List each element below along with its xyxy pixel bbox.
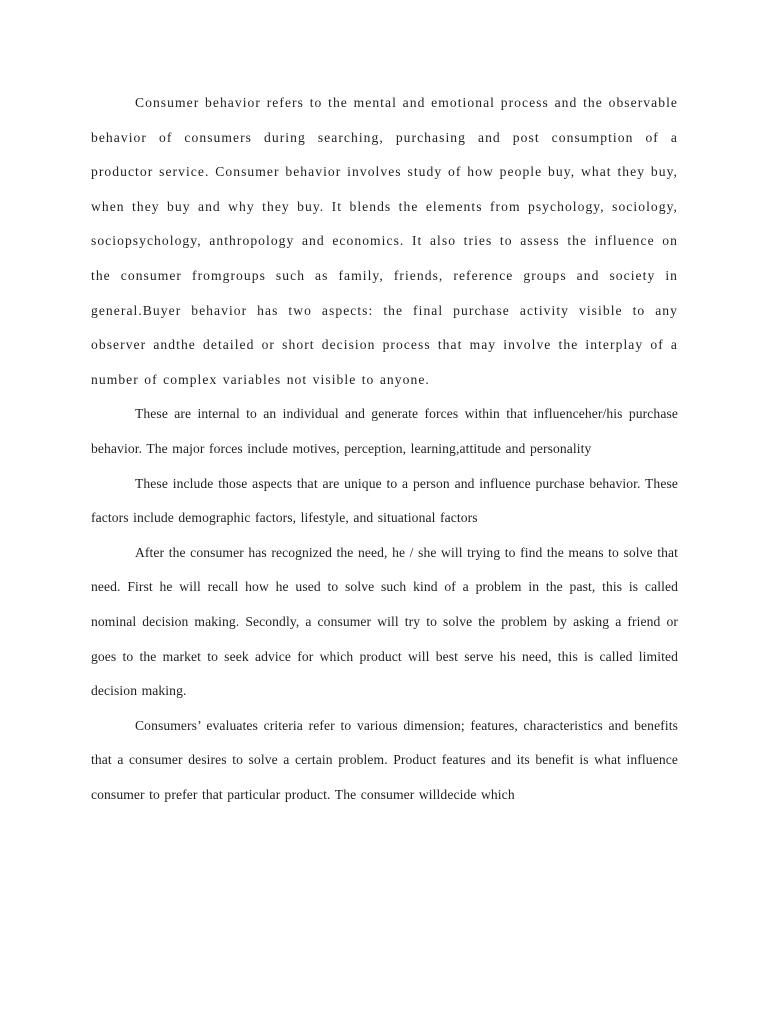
paragraph-consumer-behavior-definition: Consumer behavior refers to the mental and emotional process and the observable behavior of consumers during searching, purchasing and post consumption of a productor service. Consumer behavior involves study of how people buy, what they buy, when they buy and why they buy. It blends the elements from psychology, sociology, sociopsychology, anthropology and economics. It also tries to assess the influence on the consumer fromgroups such as family, friends, reference groups and society in general.Buyer behavior has two aspects: the final purchase activity visible to any observer andthe detailed or short decision process that may involve the interplay of a number of complex variables not visible to anyone. <box>91 95 678 387</box>
document-body <box>91 86 678 812</box>
paragraph-evaluation-criteria: Consumers’ evaluates criteria refer to various dimension; features, characteristics and benefits that a consumer desires to solve a certain problem. Product features and its benefit is what influence consumer to prefer that particular product. The consumer willdecide which <box>91 717 678 802</box>
paragraph-personal-factors: These include those aspects that are unique to a person and influence purchase behavior. These factors include demographic factors, lifestyle, and situational factors <box>91 475 678 526</box>
paragraph-information-search: After the consumer has recognized the need, he / she will trying to find the means to solve that need. First he will recall how he used to solve such kind of a problem in the past, this is called nominal decision making. Secondly, a consumer will try to solve the problem by asking a friend or goes to the market to seek advice for which product will best serve his need, this is called limited decision making. <box>91 544 678 699</box>
paragraph-internal-forces: These are internal to an individual and generate forces within that influenceher/his purchase behavior. The major forces include motives, perception, learning,attitude and personality <box>91 406 678 456</box>
